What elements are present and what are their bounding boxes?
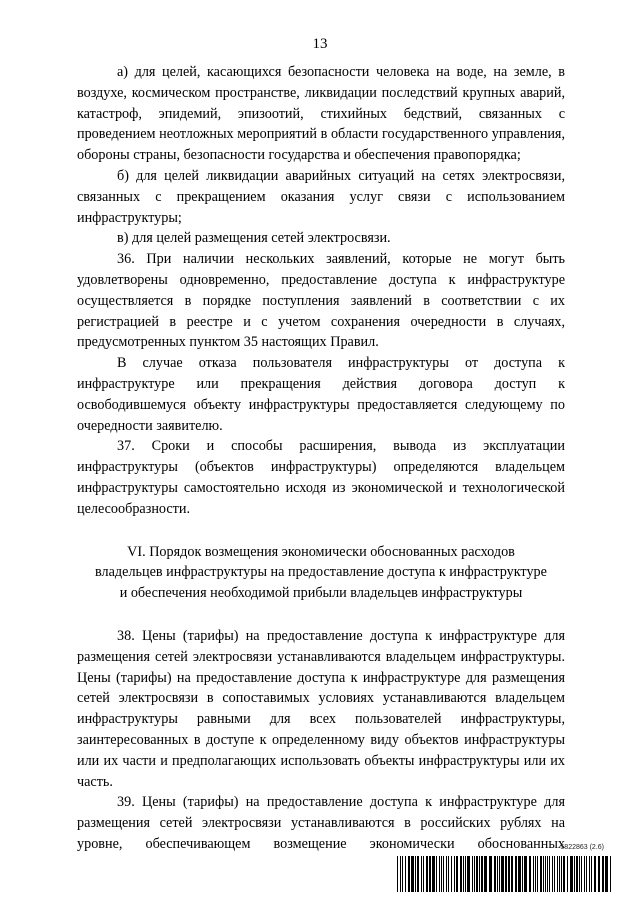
section-heading-line-2: владельцев инфраструктуры на предоставление доступа к инфраструктуре [95,564,547,581]
section-heading-line-3: и обеспечения необходимой прибыли владельцев инфраструктуры [119,585,523,602]
paragraph-36: 36. При наличии нескольких заявлений, которые не могут быть удовлетворены одновременно, предоставление доступа к инфраструктуре осуществляется в порядке поступления заявлений в соответствии с их регистрацией в реестре и с учетом сохранения очередности в случаях, предусмотренных пунктом 35 настоящих Правил. [77,251,565,351]
section-heading [77,542,565,604]
paragraph-39: 39. Цены (тарифы) на предоставление доступа к инфраструктуре для размещения сетей электросвязи устанавливаются в российских рублях на уровне, обеспечивающем возмещение экономически обоснованных [77,794,565,852]
section-heading-line-1: VI. Порядок возмещения экономически обоснованных расходов [127,543,515,560]
document-body [77,62,565,855]
paragraph-b: б) для целей ликвидации аварийных ситуаций на сетях электросвязи, связанных с прекращением оказания услуг связи с использованием инфраструктуры; [77,167,565,226]
paragraph-a: а) для целей, касающихся безопасности человека на воде, на земле, в воздухе, космическом пространстве, ликвидации последствий крупных аварий, катастроф, эпидемий, эпизоотий, стихийных бедствий, связанных с проведением неотложных мероприятий в области государственного управления, обороны страны, безопасности государства и обеспечения правопорядка; [77,64,565,164]
page-number: 13 [312,36,328,52]
paragraph-v: в) для целей размещения сетей электросвязи. [117,230,391,247]
paragraph-37: 37. Сроки и способы расширения, вывода из эксплуатации инфраструктуры (объектов инфраструктуры) определяются владельцем инфраструктуры самостоятельно исходя из экономической и технологической целесообразности. [77,438,565,517]
paragraph-36-refusal: В случае отказа пользователя инфраструктуры от доступа к инфраструктуре или прекращения действия договора доступ к освободившемуся объекту инфраструктуры предоставляется следующему по очередности заявителю. [77,355,565,434]
document-code: 5822863 (2.6) [560,844,604,851]
paragraph-38: 38. Цены (тарифы) на предоставление доступа к инфраструктуре для размещения сетей электросвязи устанавливаются владельцем инфраструктуры. Цены (тарифы) на предоставление доступа к инфраструктуре для размещения сетей электросвязи в сопоставимых условиях устанавливаются владельцем инфраструктуры равными для всех пользователей инфраструктуры, заинтересованных в доступе к определенному виду объектов инфраструктуры или их части и предполагающих использовать объекты инфраструктуры или их часть. [77,627,565,790]
barcode-icon [397,856,615,892]
